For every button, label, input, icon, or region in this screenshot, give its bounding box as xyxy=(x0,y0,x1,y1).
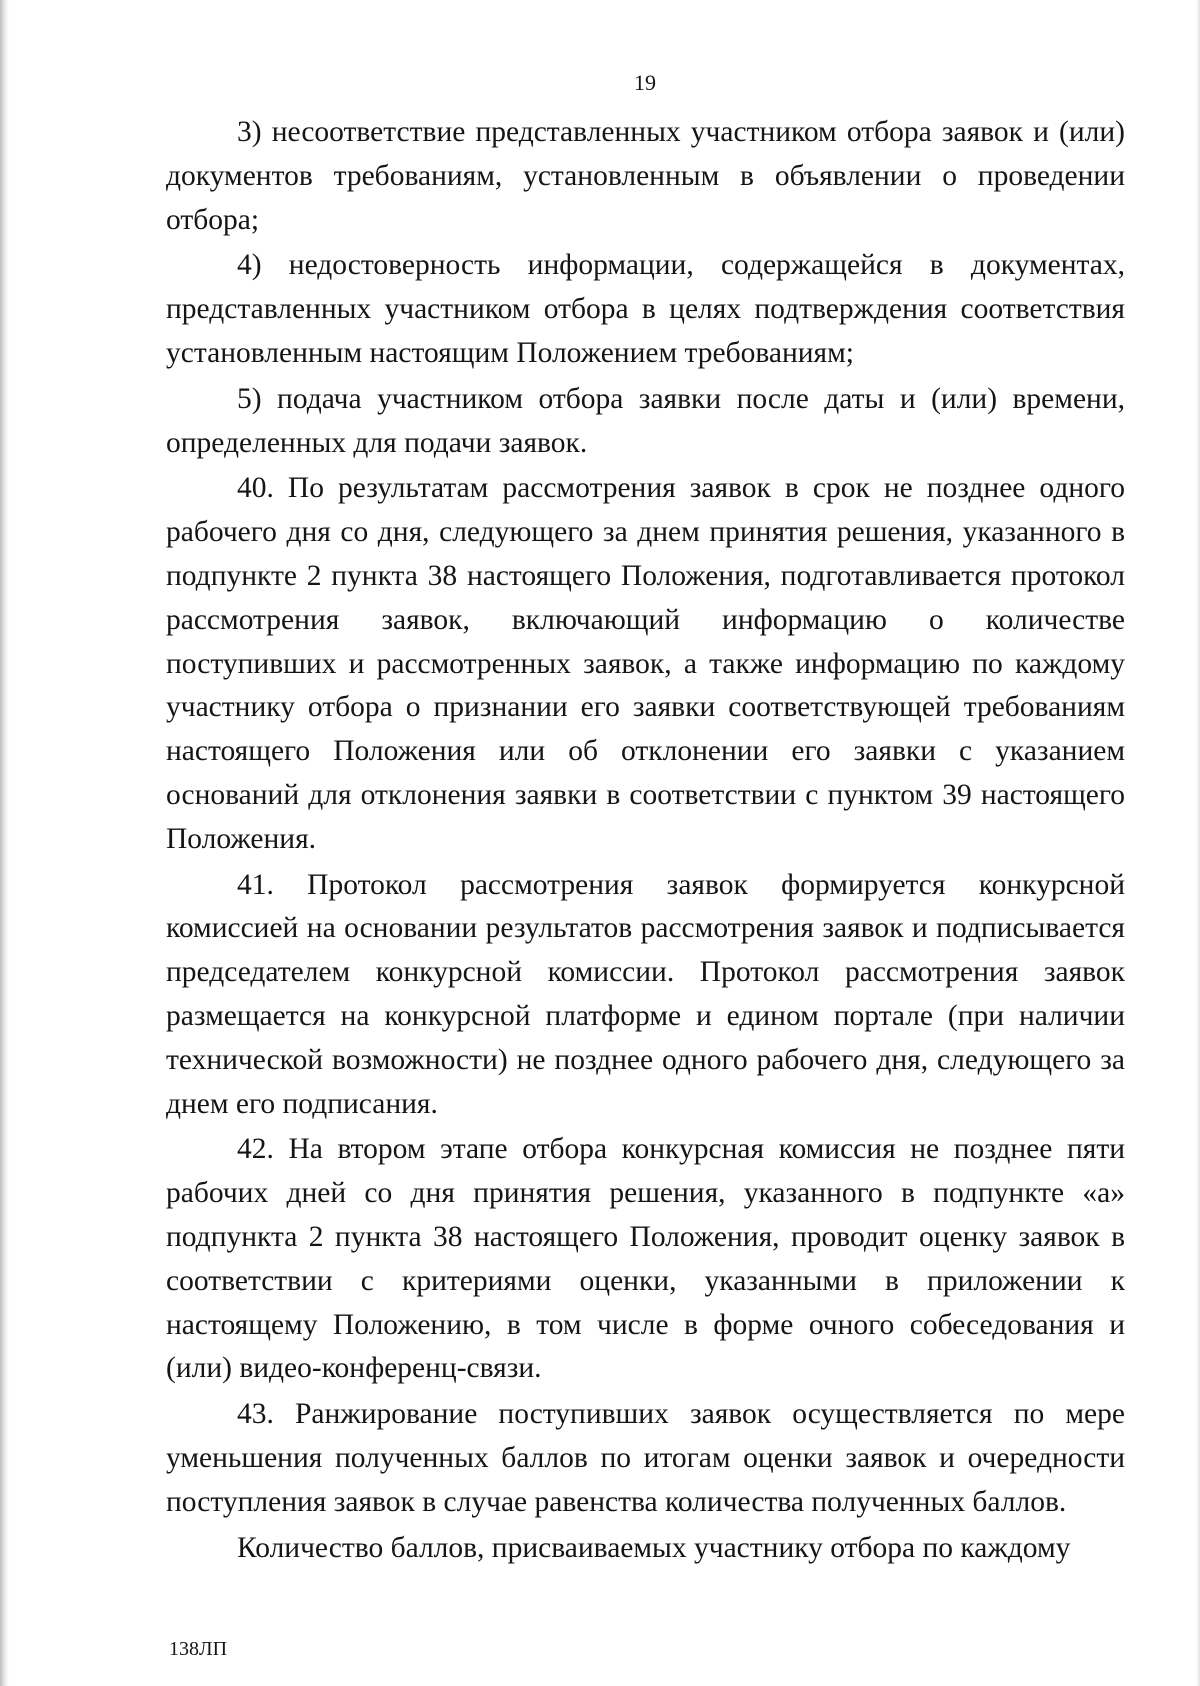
paragraph-section-40: 40. По результатам рассмотрения заявок в срок не позднее одного рабочего дня со дня, следующего за днем принятия решения, указанного в подпункте 2 пункта 38 настоящего Положения, подготавливается протокол рассмотрения заявок, включающий информацию о количестве поступивших и рассмотренных заявок, а также информацию по каждому участнику отбора о признании его заявки соответствующей требованиям настоящего Положения или об отклонении его заявки с указанием оснований для отклонения заявки в соответствии с пунктом 39 настоящего Положения. xyxy=(166,472,1125,855)
paragraph-item-3: 3) несоответствие представленных участником отбора заявок и (или) документов требованиям, установленным в объявлении о проведении отбора; xyxy=(166,116,1125,236)
paragraph-scores-start: Количество баллов, присваиваемых участнику отбора по каждому xyxy=(237,1531,1071,1564)
scan-left-edge xyxy=(0,0,9,1686)
paragraph-section-42: 42. На втором этапе отбора конкурсная комиссия не позднее пяти рабочих дней со дня принятия решения, указанного в подпункте «а» подпункта 2 пункта 38 настоящего Положения, проводит оценку заявок в соответствии с критериями оценки, указанными в приложении к настоящему Положению, в том числе в форме очного собеседования и (или) видео-конференц-связи. xyxy=(166,1133,1125,1385)
paragraph-section-41: 41. Протокол рассмотрения заявок формируется конкурсной комиссией на основании результатов рассмотрения заявок и подписывается председателем конкурсной комиссии. Протокол рассмотрения заявок размещается на конкурсной платформе и едином портале (при наличии технической возможности) не позднее одного рабочего дня, следующего за днем его подписания. xyxy=(166,868,1125,1120)
document-body xyxy=(166,111,1125,1570)
paragraph-item-5: 5) подача участником отбора заявки после даты и (или) времени, определенных для подачи заявок. xyxy=(166,382,1125,459)
page-number: 19 xyxy=(634,70,656,95)
scan-right-edge xyxy=(1196,0,1200,1686)
paragraph-item-4: 4) недостоверность информации, содержащейся в документах, представленных участником отбора в целях подтверждения соответствия установленным настоящим Положением требованиям; xyxy=(166,249,1125,369)
paragraph-section-43: 43. Ранжирование поступивших заявок осуществляется по мере уменьшения полученных баллов по итогам оценки заявок и очередности поступления заявок в случае равенства количества полученных баллов. xyxy=(166,1398,1125,1518)
document-code: 138ЛП xyxy=(169,1638,228,1660)
